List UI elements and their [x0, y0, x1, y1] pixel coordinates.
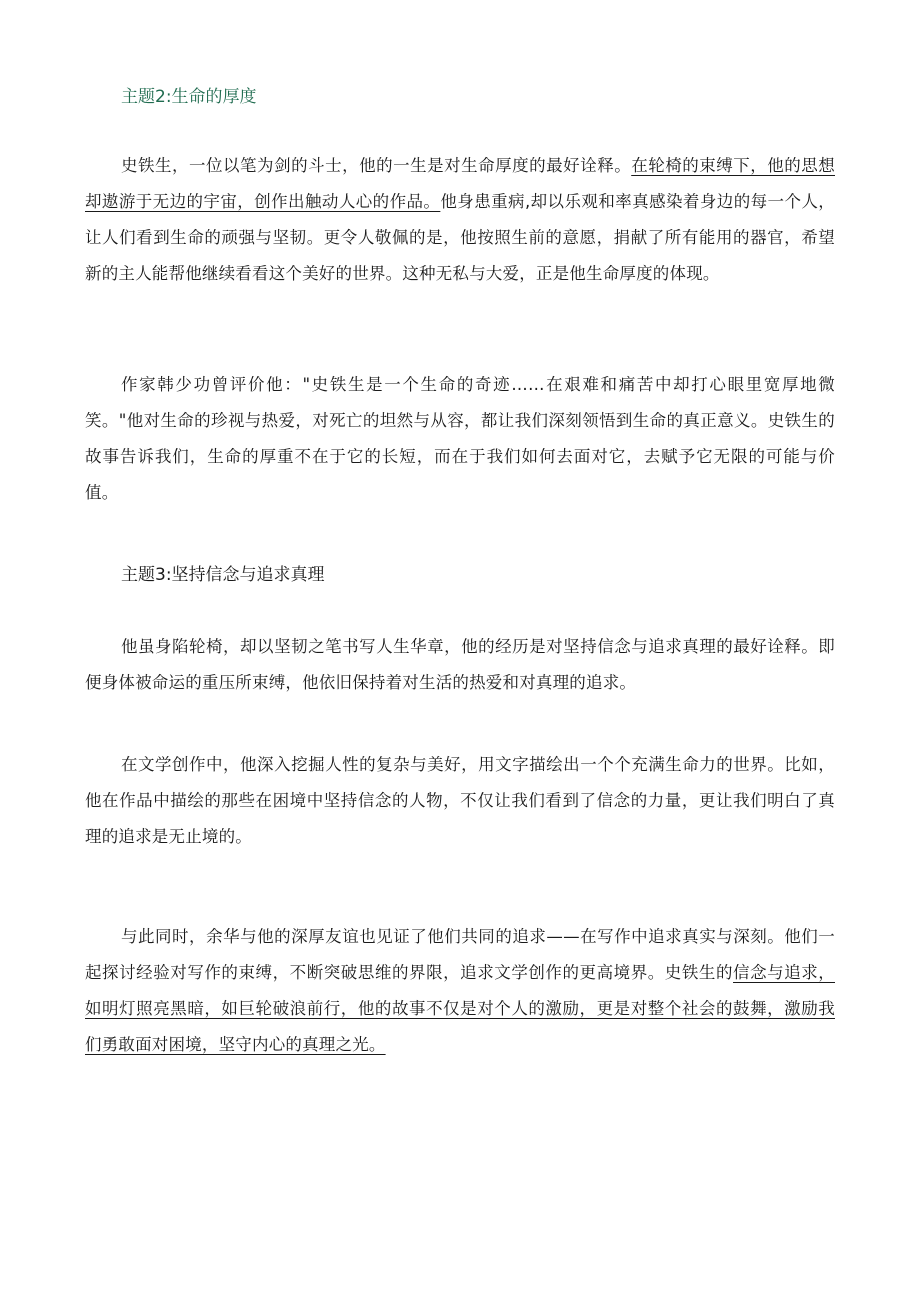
paragraph-text: 史铁生，一位以笔为剑的斗士，他的一生是对生命厚度的最好诠释。 — [121, 156, 632, 175]
section-2-paragraph-2: 作家韩少功曾评价他："史铁生是一个生命的奇迹……在艰难和痛苦中却打心眼里宽厚地微笑。"他对生命的珍视与热爱，对死亡的坦然与从容，都让我们深刻领悟到生命的真正意义。史铁生的故事告诉我们，生命的厚重不在于它的长短，而在于我们如何去面对它，去赋予它无限的可能与价值。 — [85, 375, 835, 502]
section-3-paragraph-3 — [85, 919, 835, 1063]
underlined-text: 信念与追求，如明灯照亮黑暗，如巨轮破浪前行，他的故事不仅是对个人的激励，更是对整个社会的鼓舞，激励我们勇敢面对困境，坚守内心的真理之光。 — [85, 963, 835, 1054]
section-2-paragraph-1 — [85, 148, 835, 292]
underlined-text: 在轮椅的束缚下，他的思想却遨游于无边的宇宙，创作出触动人心的作品。 — [85, 156, 835, 211]
section-2-heading: 主题2:生命的厚度 — [121, 87, 257, 107]
paragraph-text: 他身患重病,却以乐观和率真感染着身边的每一个人，让人们看到生命的顽强与坚韧。更令人敬佩的是，他按照生前的意愿，捐献了所有能用的器官，希望新的主人能帮他继续看看这个美好的世界。这种无私与大爱，正是他生命厚度的体现。 — [85, 192, 836, 283]
paragraph-text: 与此同时，余华与他的深厚友谊也见证了他们共同的追求——在写作中追求真实与深刻。他们一起探讨经验对写作的束缚，不断突破思维的界限，追求文学创作的更高境界。史铁生的 — [85, 927, 835, 982]
section-3-paragraph-1: 他虽身陷轮椅，却以坚韧之笔书写人生华章，他的经历是对坚持信念与追求真理的最好诠释。即便身体被命运的重压所束缚，他依旧保持着对生活的热爱和对真理的追求。 — [85, 637, 835, 692]
section-3-paragraph-2: 在文学创作中，他深入挖掘人性的复杂与美好，用文字描绘出一个个充满生命力的世界。比如，他在作品中描绘的那些在困境中坚持信念的人物，不仅让我们看到了信念的力量，更让我们明白了真理的追求是无止境的。 — [85, 755, 835, 846]
section-3-heading: 主题3:坚持信念与追求真理 — [121, 565, 325, 585]
